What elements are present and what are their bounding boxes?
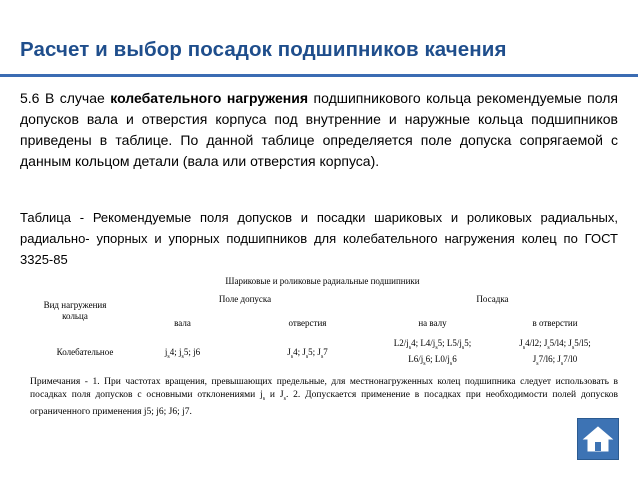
header-fit: Посадка bbox=[476, 294, 509, 304]
slide-title: Расчет и выбор посадок подшипников качения bbox=[20, 38, 507, 61]
table-super-header: Шариковые и роликовые радиальные подшипники bbox=[225, 276, 420, 286]
paragraph-suffix: подшипникового кольца рекомендуемые поля допусков вала и отверстия корпуса под внутренние и наружные кольца подшипников приведены в таблице. По данной таблице определяется поле допуска сопрягаемой с данным кольцом детали (вала или отверстия корпуса). bbox=[20, 90, 618, 169]
cell-hole: $J_s4$; $J_s5$; $J_s7$ bbox=[287, 347, 328, 360]
cell-shaft: $j_s4$; $j_s5$; j6 bbox=[164, 347, 201, 360]
title-divider bbox=[0, 74, 638, 77]
col-shaft: вала bbox=[174, 318, 191, 328]
cell-in-hole-line1: $J_s4/l2$; $J_s5/l4$; $J_s5/l5$; bbox=[519, 338, 591, 351]
row-label: Колебательное bbox=[56, 347, 114, 357]
col-in-hole: в отверстии bbox=[532, 318, 578, 328]
cell-on-shaft-line2: $L6/j_s6$; $L0/j_s6$ bbox=[408, 354, 457, 367]
col-on-shaft: на валу bbox=[418, 318, 447, 328]
cell-on-shaft-line1: $L2/j_s4$; $L4/j_s5$; $L5/j_s5$; bbox=[393, 338, 472, 351]
intro-paragraph bbox=[20, 88, 618, 172]
table-caption: Таблица - Рекомендуемые поля допусков и посадки шариковых и роликовых радиальных, радиально- упорных и упорных подшипников для колебательного нагружения колец по ГОСТ 3325-85 bbox=[20, 210, 618, 267]
home-button[interactable] bbox=[577, 418, 619, 460]
header-load-type-1: Вид нагружения bbox=[43, 300, 107, 310]
col-hole: отверстия bbox=[288, 318, 327, 328]
paragraph-prefix: 5.6 В случае bbox=[20, 90, 111, 106]
header-tolerance: Поле допуска bbox=[218, 294, 272, 304]
cell-in-hole-line2: $J_s7/l6$; $J_s7/l0$ bbox=[532, 354, 578, 367]
paragraph-bold: колебательного нагружения bbox=[110, 90, 309, 106]
home-icon bbox=[578, 419, 618, 459]
table-note: Примечания - 1. При частотах вращения, превышающих предельные, для местнонагруженных колец подшипника следует использовать в посадках поля допусков с основными отклонениями $j_s$ и $J_s$. 2. Допускается применение в посадках при необходимости полей допусков ограниченного применения j5; j6; J6; j7. bbox=[30, 377, 618, 417]
header-load-type-2: кольца bbox=[62, 311, 88, 321]
